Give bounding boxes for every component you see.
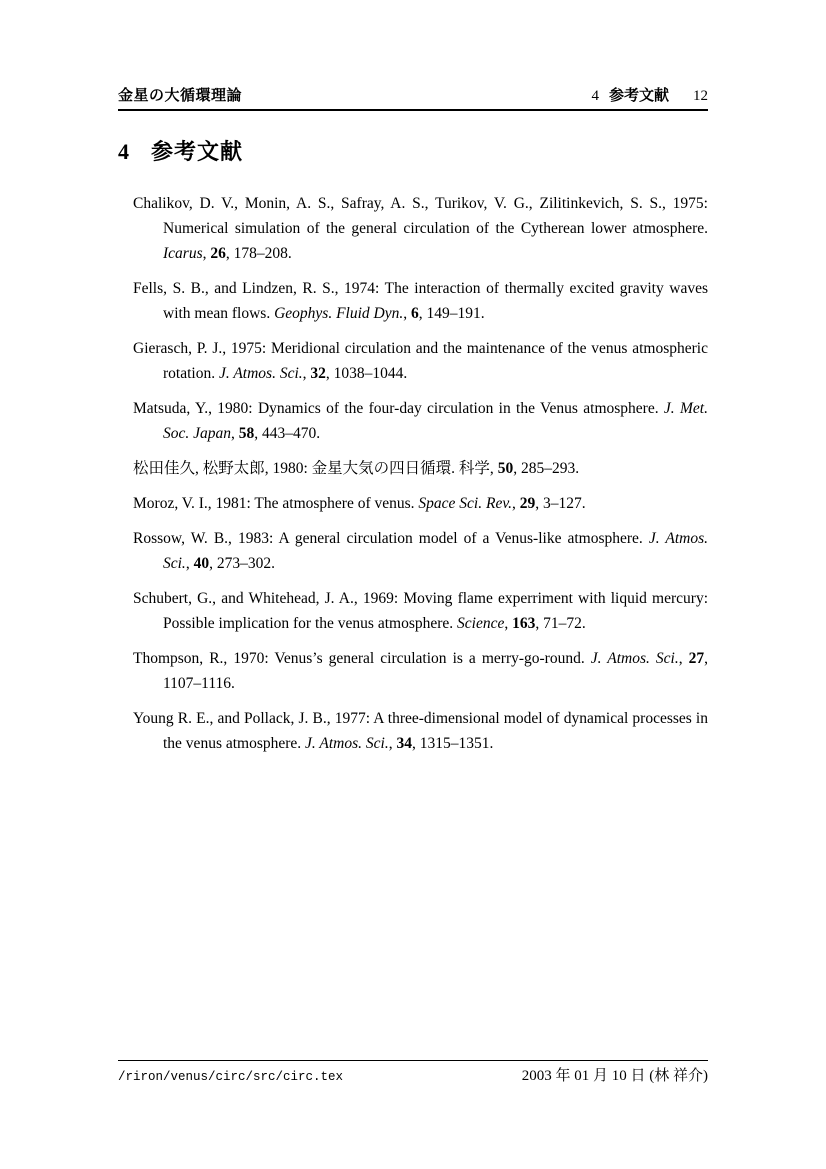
volume-number: 58: [238, 425, 255, 442]
reference-text: , 285–293.: [513, 460, 580, 477]
footer-file-path: /riron/venus/circ/src/circ.tex: [118, 1070, 344, 1084]
section-heading: [118, 138, 243, 165]
reference-text: ,: [231, 425, 239, 442]
volume-number: 32: [310, 365, 326, 382]
reference-text: , 273–302.: [209, 555, 275, 572]
volume-number: 6: [410, 305, 419, 322]
references-list: [133, 191, 708, 766]
reference-text: Schubert, G., and Whitehead, J. A., 1969: Moving flame experriment with liquid mercury: Possible implication for the venus atmosphere.: [133, 590, 708, 632]
journal-name: J. Atmos. Sci.: [590, 650, 679, 667]
running-head-section: [591, 86, 708, 106]
journal-name: J. Met. Soc. Japan: [163, 400, 708, 442]
reference-text: ,: [504, 615, 513, 632]
reference-text: 松田佳久, 松野太郎, 1980: 金星大気の四日循環. 科学,: [133, 460, 498, 477]
reference-item: [133, 646, 708, 696]
page-number: 12: [693, 88, 708, 104]
journal-name: Geophys. Fluid Dyn.: [274, 305, 404, 322]
volume-number: 26: [210, 245, 226, 262]
volume-number: 34: [396, 735, 412, 752]
reference-text: Rossow, W. B., 1983: A general circulation model of a Venus-like atmosphere.: [133, 530, 649, 547]
reference-text: , 1315–1351.: [411, 735, 494, 752]
reference-text: , 443–470.: [254, 425, 321, 442]
reference-item: [133, 526, 708, 576]
volume-number: 27: [688, 650, 705, 667]
reference-text: Chalikov, D. V., Monin, A. S., Safray, A. S., Turikov, V. G., Zilitinkevich, S. S., 1975: Numerical simulation of the general circulation of the Cytherean lower atmosphere.: [133, 195, 708, 237]
reference-item: [133, 706, 708, 756]
running-head-section-number: 4: [591, 88, 599, 104]
volume-number: 29: [519, 495, 536, 512]
reference-text: Matsuda, Y., 1980: Dynamics of the four-day circulation in the Venus atmosphere.: [133, 400, 664, 417]
reference-item: [133, 191, 708, 266]
reference-text: ,: [511, 495, 520, 512]
reference-text: , 71–72.: [535, 615, 586, 632]
running-head-section-title: 参考文献: [608, 87, 669, 104]
reference-item: [133, 586, 708, 636]
volume-number: 40: [193, 555, 210, 572]
reference-text: Young R. E., and Pollack, J. B., 1977: A three-dimensional model of dynamical processes in the venus atmosphere.: [133, 710, 708, 752]
section-title: 参考文献: [151, 139, 244, 164]
reference-text: ,: [678, 650, 689, 667]
header-rule: [118, 109, 708, 111]
reference-item: [133, 456, 708, 481]
journal-name: J. Atmos. Sci.: [163, 530, 708, 572]
footer-rule: [118, 1060, 708, 1061]
reference-item: [133, 396, 708, 446]
reference-text: , 149–191.: [418, 305, 485, 322]
reference-text: ,: [302, 365, 311, 382]
journal-name: Space Sci. Rev.: [418, 495, 512, 512]
reference-text: ,: [185, 555, 194, 572]
reference-text: Gierasch, P. J., 1975: Meridional circulation and the maintenance of the venus atmospheric rotation.: [133, 340, 708, 382]
reference-text: , 1107–1116.: [163, 650, 708, 692]
reference-text: ,: [388, 735, 397, 752]
journal-name: J. Atmos. Sci.: [305, 735, 389, 752]
reference-item: [133, 336, 708, 386]
running-head-title: 金星の大循環理論: [118, 87, 243, 104]
journal-name: Icarus: [163, 245, 203, 262]
reference-text: , 1038–1044.: [325, 365, 408, 382]
reference-text: ,: [202, 245, 211, 262]
reference-item: [133, 491, 708, 516]
reference-text: , 3–127.: [535, 495, 586, 512]
volume-number: 50: [497, 460, 514, 477]
journal-name: Science: [457, 615, 505, 632]
reference-text: ,: [403, 305, 411, 322]
reference-text: Moroz, V. I., 1981: The atmosphere of venus.: [133, 495, 419, 512]
footer-date: 2003 年 01 月 10 日 (林 祥介): [521, 1068, 708, 1084]
volume-number: 163: [512, 615, 536, 632]
journal-name: J. Atmos. Sci.: [218, 365, 303, 382]
reference-text: , 178–208.: [225, 245, 292, 262]
reference-item: [133, 276, 708, 326]
reference-text: Fells, S. B., and Lindzen, R. S., 1974: The interaction of thermally excited gravity waves with mean flows.: [133, 280, 708, 322]
section-number: 4: [118, 139, 129, 164]
reference-text: Thompson, R., 1970: Venus’s general circulation is a merry-go-round.: [133, 650, 591, 667]
